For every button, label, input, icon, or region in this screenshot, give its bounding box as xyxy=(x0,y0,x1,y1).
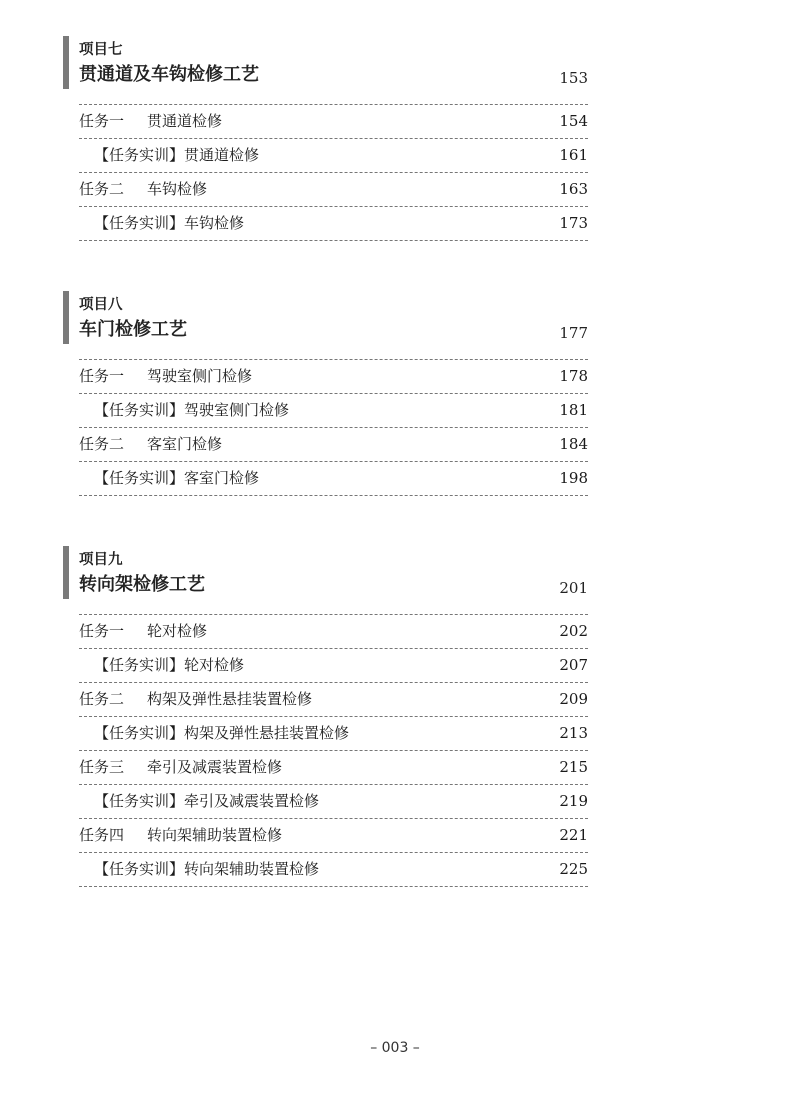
training-title: 【任务实训】贯通道检修 xyxy=(94,146,260,164)
project-section-8 xyxy=(63,291,588,496)
toc-training-entry xyxy=(79,717,588,751)
toc-task-entry xyxy=(79,360,588,394)
toc-training-entry xyxy=(79,785,588,819)
toc-training-entry xyxy=(79,462,588,496)
project-heading xyxy=(63,546,588,602)
toc-entries xyxy=(79,359,588,496)
toc-entries xyxy=(79,614,588,887)
project-title: 贯通道及车钩检修工艺 xyxy=(79,64,259,85)
training-title: 【任务实训】客室门检修 xyxy=(94,469,260,487)
training-title: 【任务实训】驾驶室侧门检修 xyxy=(94,401,290,419)
task-number: 任务二 xyxy=(79,690,125,708)
project-label: 项目九 xyxy=(79,552,123,568)
training-title: 【任务实训】转向架辅助装置检修 xyxy=(94,860,320,878)
project-title: 转向架检修工艺 xyxy=(79,574,205,595)
toc-training-entry xyxy=(79,649,588,683)
training-page-number: 225 xyxy=(559,860,588,878)
toc-task-entry xyxy=(79,819,588,853)
task-title: 牵引及减震装置检修 xyxy=(147,758,283,776)
task-number: 任务四 xyxy=(79,826,125,844)
task-page-number: 184 xyxy=(559,435,588,453)
task-title: 驾驶室侧门检修 xyxy=(147,367,253,385)
project-heading xyxy=(63,291,588,347)
toc-task-entry xyxy=(79,428,588,462)
task-number: 任务一 xyxy=(79,622,125,640)
training-page-number: 207 xyxy=(559,656,588,674)
task-number: 任务二 xyxy=(79,180,125,198)
project-title: 车门检修工艺 xyxy=(79,319,187,340)
toc-task-entry xyxy=(79,105,588,139)
task-title: 转向架辅助装置检修 xyxy=(147,826,283,844)
project-marker-bar xyxy=(63,546,69,599)
task-page-number: 221 xyxy=(559,826,588,844)
training-page-number: 181 xyxy=(559,401,588,419)
project-marker-bar xyxy=(63,36,69,89)
toc-entries xyxy=(79,104,588,241)
task-title: 贯通道检修 xyxy=(147,112,223,130)
task-title: 轮对检修 xyxy=(147,622,208,640)
task-page-number: 215 xyxy=(559,758,588,776)
training-page-number: 213 xyxy=(559,724,588,742)
project-marker-bar xyxy=(63,291,69,344)
toc-task-entry xyxy=(79,615,588,649)
training-page-number: 198 xyxy=(559,469,588,487)
task-number: 任务三 xyxy=(79,758,125,776)
toc-task-entry xyxy=(79,751,588,785)
toc-training-entry xyxy=(79,394,588,428)
toc-training-entry xyxy=(79,853,588,887)
task-page-number: 163 xyxy=(559,180,588,198)
task-page-number: 202 xyxy=(559,622,588,640)
project-label: 项目八 xyxy=(79,297,123,313)
project-label: 项目七 xyxy=(79,42,123,58)
project-section-7 xyxy=(63,36,588,241)
toc-task-entry xyxy=(79,683,588,717)
project-page-number: 153 xyxy=(559,69,588,87)
project-page-number: 177 xyxy=(559,324,588,342)
toc-task-entry xyxy=(79,173,588,207)
task-number: 任务一 xyxy=(79,112,125,130)
task-title: 车钩检修 xyxy=(147,180,208,198)
toc-training-entry xyxy=(79,139,588,173)
training-title: 【任务实训】牵引及减震装置检修 xyxy=(94,792,320,810)
task-page-number: 209 xyxy=(559,690,588,708)
task-title: 客室门检修 xyxy=(147,435,223,453)
task-number: 任务二 xyxy=(79,435,125,453)
training-title: 【任务实训】构架及弹性悬挂装置检修 xyxy=(94,724,350,742)
training-title: 【任务实训】轮对检修 xyxy=(94,656,245,674)
training-page-number: 173 xyxy=(559,214,588,232)
project-page-number: 201 xyxy=(559,579,588,597)
task-page-number: 178 xyxy=(559,367,588,385)
project-heading xyxy=(63,36,588,92)
task-title: 构架及弹性悬挂装置检修 xyxy=(147,690,313,708)
toc-training-entry xyxy=(79,207,588,241)
training-title: 【任务实训】车钩检修 xyxy=(94,214,245,232)
training-page-number: 161 xyxy=(559,146,588,164)
training-page-number: 219 xyxy=(559,792,588,810)
task-number: 任务一 xyxy=(79,367,125,385)
task-page-number: 154 xyxy=(559,112,588,130)
project-section-9 xyxy=(63,546,588,887)
page-footer-number: – 003 – xyxy=(370,1040,420,1056)
